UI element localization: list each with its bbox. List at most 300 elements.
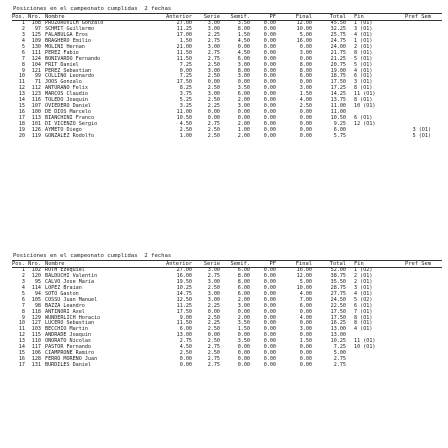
cell-total: 5.00 (333, 350, 346, 357)
cell-anterior: 1.00 (179, 132, 192, 139)
cell-total: 21.25 (330, 55, 346, 62)
cell-nro: 102 (31, 267, 41, 273)
col-fin: Fin (354, 14, 364, 20)
cell-fin: 1 (O2) (354, 267, 373, 273)
cell-anterior: 2.75 (179, 338, 192, 345)
cell-final: 0.00 (299, 126, 312, 133)
cell-total: 18.75 (330, 73, 346, 80)
cell-serie: 2.75 (207, 272, 220, 279)
cell-serie: 2.50 (207, 326, 220, 333)
cell-final: 3.00 (299, 85, 312, 92)
cell-total: 32.25 (330, 25, 346, 32)
cell-nro: 120 (31, 272, 41, 279)
cell-fin: 7 (O1) (354, 308, 373, 315)
cell-pf: 0.00 (263, 296, 276, 303)
cell-serie: 2.50 (207, 85, 220, 92)
cell-final: 1.50 (299, 91, 312, 98)
cell-pf: 0.00 (263, 278, 276, 285)
cell-serie: 2.50 (207, 97, 220, 104)
cell-final: 7.00 (299, 296, 312, 303)
cell-nombre: FERRO MORENO Juan (45, 356, 98, 363)
cell-final: 0.00 (299, 308, 312, 315)
cell-total: 24.00 (330, 43, 346, 50)
cell-final: 0.00 (299, 120, 312, 127)
cell-total: 24.50 (330, 296, 346, 303)
cell-fin: 4 (O1) (354, 326, 373, 333)
cell-final: 4.00 (299, 97, 312, 104)
cell-final: 0.00 (299, 332, 312, 339)
cell-semif: 3.50 (237, 20, 250, 26)
cell-serie: 2.75 (207, 37, 220, 44)
cell-final: 5.00 (299, 278, 312, 285)
cell-pf: 0.00 (263, 91, 276, 98)
cell-semif: 3.50 (237, 85, 250, 92)
cell-total: 45.50 (330, 20, 346, 26)
cell-nombre: MARCOS Claudio (45, 91, 88, 98)
cell-pos: 5 (21, 43, 25, 50)
cell-anterior: 4.50 (179, 344, 192, 351)
cell-final: 4.00 (299, 314, 312, 321)
cell-pos: 10 (18, 73, 25, 80)
col-pref-sem: Pref Sem (405, 14, 431, 20)
cell-total: 21.75 (330, 49, 346, 56)
cell-pf: 0.00 (263, 79, 276, 86)
cell-semif: 3.50 (237, 320, 250, 327)
cell-nombre: AYMETO Diego (45, 126, 82, 133)
cell-pos: 3 (21, 31, 25, 38)
cell-anterior: 17.50 (176, 79, 192, 86)
cell-pos: 19 (18, 126, 25, 133)
section-title: Posiciones en el campeonato cumplidas 2 fechas (13, 6, 172, 12)
cell-serie: 2.75 (207, 120, 220, 127)
cell-pos: 2 (21, 272, 25, 279)
cell-semif: 1.50 (237, 326, 250, 333)
cell-pos: 4 (21, 284, 25, 291)
cell-nombre: LUCERO Sebastian (45, 320, 95, 327)
cell-pos: 14 (18, 344, 25, 351)
cell-serie: 3.00 (207, 267, 220, 273)
cell-anterior: 0.00 (179, 356, 192, 363)
cell-pf: 0.00 (263, 314, 276, 321)
cell-pos: 16 (18, 109, 25, 116)
cell-fin: 6 (O1) (354, 302, 373, 309)
cell-nro: 109 (31, 37, 41, 44)
cell-pf: 0.00 (263, 115, 276, 121)
col-anterior: Anterior (166, 261, 192, 267)
cell-nro: 71 (34, 79, 41, 86)
cell-final: 1.50 (299, 338, 312, 345)
cell-final: 16.00 (296, 267, 312, 273)
cell-fin: 4 (O1) (354, 31, 373, 38)
cell-anterior: 2.50 (179, 126, 192, 133)
cell-serie: 0.00 (207, 109, 220, 116)
cell-nro: 130 (31, 43, 41, 50)
cell-anterior: 7.25 (179, 61, 192, 68)
cell-anterior: 11.50 (176, 55, 192, 62)
cell-semif: 3.00 (237, 73, 250, 80)
cell-final: 6.00 (299, 302, 312, 309)
col-final: Final (295, 14, 312, 20)
cell-fin: 8 (O1) (354, 97, 373, 104)
cell-pos: 6 (21, 49, 25, 56)
cell-semif: 2.00 (237, 120, 250, 127)
cell-pf: 0.00 (263, 37, 276, 44)
cell-semif: 0.00 (237, 43, 250, 50)
cell-nro: 112 (31, 85, 41, 92)
cell-semif: 1.00 (237, 126, 250, 133)
cell-nro: 114 (31, 284, 41, 291)
cell-pos: 12 (18, 332, 25, 339)
col-semif: Semif. (230, 261, 250, 267)
cell-anterior: 0.00 (179, 67, 192, 74)
cell-semif: 0.00 (237, 344, 250, 351)
cell-fin: 12 (O1) (354, 120, 376, 127)
cell-anterior: 11.50 (176, 49, 192, 56)
cell-final: 8.00 (299, 61, 312, 68)
cell-total: 11.00 (330, 103, 346, 110)
cell-semif: 0.00 (237, 350, 250, 357)
cell-pos: 11 (18, 326, 25, 333)
cell-fin: 8 (O1) (354, 85, 373, 92)
cell-total: 7.25 (333, 344, 346, 351)
cell-pf: 0.00 (263, 67, 276, 74)
cell-final: 0.00 (299, 356, 312, 363)
cell-fin: 10 (O1) (354, 344, 376, 351)
cell-pf: 0.00 (263, 31, 276, 38)
section-title: Posiciones en el campeonato cumplidas 2 fechas (13, 253, 172, 259)
cell-total: 28.75 (330, 284, 346, 291)
cell-semif: 8.00 (237, 67, 250, 74)
cell-semif: 1.50 (237, 31, 250, 38)
cell-nombre: ANDRADE Joaquin (45, 332, 92, 339)
col-pos: Pos. (12, 261, 25, 267)
col-pf: PF (269, 261, 276, 267)
cell-nombre: ONORATO Nicolas (45, 338, 92, 345)
col-serie: Serie (203, 261, 220, 267)
cell-total: 17.25 (330, 85, 346, 92)
cell-total: 10.25 (330, 338, 346, 345)
cell-nombre: BALDUCHI Valentin (45, 272, 98, 279)
cell-final: 8.00 (299, 67, 312, 74)
table-row (0, 134, 448, 140)
cell-serie: 2.75 (207, 49, 220, 56)
cell-pf: 0.00 (263, 55, 276, 62)
cell-semif: 6.00 (237, 284, 250, 291)
cell-nombre: PEREZ Sebastian (45, 67, 92, 74)
cell-pos: 5 (21, 290, 25, 297)
cell-semif: 8.00 (237, 25, 250, 32)
cell-nro: 113 (31, 115, 41, 121)
col-pf: PF (269, 14, 276, 20)
cell-pf: 0.00 (263, 120, 276, 127)
cell-anterior: 8.25 (179, 85, 192, 92)
cell-semif: 6.00 (237, 290, 250, 297)
cell-semif: 0.00 (237, 109, 250, 116)
cell-anterior: 17.00 (176, 31, 192, 38)
cell-pos: 6 (21, 296, 25, 303)
cell-final: 2.50 (299, 103, 312, 110)
cell-semif: 8.00 (237, 278, 250, 285)
col-total: Total (329, 261, 346, 267)
cell-serie: 3.00 (207, 278, 220, 285)
cell-anterior: 16.00 (176, 272, 192, 279)
cell-pf: 0.00 (263, 49, 276, 56)
cell-pf: 0.00 (263, 290, 276, 297)
cell-nombre: SOTO Gaston (45, 290, 79, 297)
standings-rows (0, 268, 448, 369)
cell-anterior: 0.00 (179, 362, 192, 368)
cell-nombre: TOLEDO Joaquin (45, 97, 88, 104)
cell-nombre: BONIVARDO Fernando (45, 55, 101, 62)
cell-nro: 129 (31, 314, 41, 321)
cell-pref-sem: 5 (O1) (412, 132, 431, 139)
cell-fin: 5 (O1) (354, 61, 373, 68)
cell-final: 3.00 (299, 49, 312, 56)
cell-anterior: 11.25 (176, 302, 192, 309)
cell-nombre: SCHMIT Guillermo (45, 25, 95, 32)
cell-serie: 3.00 (207, 43, 220, 50)
cell-anterior: 11.50 (176, 320, 192, 327)
cell-nombre: ANTURANO Felix (45, 85, 88, 92)
cell-fin: 11 (O1) (354, 338, 376, 345)
cell-anterior: 5.25 (179, 97, 192, 104)
cell-fin: 2 (O1) (354, 272, 373, 279)
cell-semif: 6.00 (237, 55, 250, 62)
cell-serie: 2.50 (207, 314, 220, 321)
cell-final: 0.00 (299, 344, 312, 351)
cell-serie: 2.50 (207, 284, 220, 291)
cell-fin: 2 (O1) (354, 43, 373, 50)
cell-final: 0.00 (299, 55, 312, 62)
cell-serie: 3.00 (207, 91, 220, 98)
cell-semif: 2.00 (237, 314, 250, 321)
cell-serie: 2.25 (207, 302, 220, 309)
cell-pf: 0.00 (263, 25, 276, 32)
cell-pf: 0.00 (263, 284, 276, 291)
cell-total: 13.00 (330, 326, 346, 333)
cell-semif: 0.00 (237, 115, 250, 121)
cell-total: 19.00 (330, 67, 346, 74)
cell-pf: 0.00 (263, 85, 276, 92)
cell-pos: 12 (18, 85, 25, 92)
cell-semif: 2.00 (237, 296, 250, 303)
cell-serie: 3.00 (207, 20, 220, 26)
cell-fin: 11 (O1) (354, 91, 376, 98)
cell-total: 27.75 (330, 290, 346, 297)
cell-semif: 3.50 (237, 338, 250, 345)
cell-fin: 1 (O1) (354, 20, 373, 26)
cell-pf: 0.00 (263, 43, 276, 50)
cell-anterior: 6.00 (179, 326, 192, 333)
cell-pos: 18 (18, 120, 25, 127)
cell-pos: 9 (21, 314, 25, 321)
cell-fin: 4 (O1) (354, 290, 373, 297)
cell-nro: 123 (31, 91, 41, 98)
cell-nombre: DE DIOS Marcelo (45, 109, 92, 116)
cell-nombre: ROTH Ezequiel (45, 267, 85, 273)
cell-pf: 0.00 (263, 103, 276, 110)
cell-semif: 3.00 (237, 103, 250, 110)
cell-pf: 0.00 (263, 302, 276, 309)
cell-final: 0.00 (299, 350, 312, 357)
cell-fin: 1 (O1) (354, 37, 373, 44)
cell-final: 0.00 (299, 109, 312, 116)
cell-fin: 10 (O1) (354, 103, 376, 110)
cell-semif: 0.00 (237, 79, 250, 86)
cell-serie: 3.00 (207, 25, 220, 32)
cell-nro: 115 (31, 332, 41, 339)
cell-pf: 0.00 (263, 73, 276, 80)
cell-total: 14.25 (330, 91, 346, 98)
cell-nombre: FRIT Daniel (45, 61, 79, 68)
cell-nombre: PROZOROVICH Gonzalo (45, 20, 104, 26)
cell-nro: 108 (31, 20, 41, 26)
cell-nombre: MOLINI Hernan (45, 43, 85, 50)
cell-final: 12.00 (296, 272, 312, 279)
cell-pf: 0.00 (263, 338, 276, 345)
cell-total: 17.50 (330, 308, 346, 315)
col-nombre: Nombre (45, 14, 65, 20)
cell-final: 10.00 (296, 25, 312, 32)
cell-fin: 8 (O1) (354, 49, 373, 56)
cell-total: 35.50 (330, 278, 346, 285)
cell-nombre: PEREZ Fabio (45, 49, 79, 56)
cell-nombre: FALABULGA Eros (45, 31, 88, 38)
cell-anterior: 11.25 (176, 25, 192, 32)
cell-nombre: ANTINORI Axel (45, 308, 85, 315)
cell-serie: 2.75 (207, 362, 220, 368)
cell-anterior: 1.50 (179, 37, 192, 44)
cell-nro: 103 (31, 326, 41, 333)
cell-nombre: OVIEDERO Daniel (45, 103, 92, 110)
cell-serie: 3.00 (207, 67, 220, 74)
cell-semif: 4.50 (237, 37, 250, 44)
cell-nro: 127 (31, 320, 41, 327)
cell-nro: 106 (31, 350, 41, 357)
cell-nombre: PASTOR Fernando (45, 344, 92, 351)
cell-nombre: CIAMPRONE Ramiro (45, 350, 95, 357)
cell-nro: 128 (31, 356, 41, 363)
cell-anterior: 27.00 (176, 267, 192, 273)
cell-anterior: 13.00 (176, 332, 192, 339)
cell-final: 5.00 (299, 31, 312, 38)
cell-final: 3.00 (299, 326, 312, 333)
cell-total: 2.75 (333, 362, 346, 368)
cell-final: 6.00 (299, 73, 312, 80)
cell-nro: 107 (31, 103, 41, 110)
cell-total: 17.50 (330, 314, 346, 321)
cell-total: 22.50 (330, 302, 346, 309)
cell-pos: 8 (21, 61, 25, 68)
cell-pf: 0.00 (263, 272, 276, 279)
cell-pf: 0.00 (263, 132, 276, 139)
cell-pos: 3 (21, 278, 25, 285)
cell-serie: 2.50 (207, 132, 220, 139)
cell-pf: 0.00 (263, 126, 276, 133)
cell-pos: 20 (18, 132, 25, 139)
cell-serie: 3.00 (207, 296, 220, 303)
cell-total: 10.50 (330, 115, 346, 121)
cell-nombre: CALVO Jose Maria (45, 278, 95, 285)
cell-total: 16.25 (330, 320, 346, 327)
cell-nombre: LOPEZ Braian (45, 284, 82, 291)
cell-nro: 97 (34, 25, 41, 32)
cell-total: 25.75 (330, 31, 346, 38)
cell-final: 0.00 (299, 115, 312, 121)
cell-nombre: WUNDERLICH Horacio (45, 314, 101, 321)
cell-semif: 0.00 (237, 308, 250, 315)
cell-serie: 2.25 (207, 320, 220, 327)
cell-final: 4.00 (299, 290, 312, 297)
cell-nombre: GONZALEZ Rodolfo (45, 132, 95, 139)
cell-total: 5.75 (333, 132, 346, 139)
cell-fin: 6 (O1) (354, 115, 373, 121)
cell-nro: 95 (34, 278, 41, 285)
cell-semif: 6.00 (237, 267, 250, 273)
cell-pos: 15 (18, 103, 25, 110)
cell-fin: 3 (O1) (354, 79, 373, 86)
cell-serie: 2.50 (207, 350, 220, 357)
cell-fin: 3 (O1) (354, 25, 373, 32)
cell-pos: 14 (18, 97, 25, 104)
cell-anterior: 3.25 (179, 103, 192, 110)
cell-anterior: 2.50 (179, 350, 192, 357)
cell-total: 38.75 (330, 272, 346, 279)
cell-nro: 121 (31, 67, 41, 74)
cell-anterior: 11.00 (176, 109, 192, 116)
cell-pos: 8 (21, 308, 25, 315)
cell-pf: 0.00 (263, 344, 276, 351)
cell-nro: 126 (31, 126, 41, 133)
cell-anterior: 9.00 (179, 314, 192, 321)
cell-semif: 3.00 (237, 302, 250, 309)
cell-nro: 124 (31, 55, 41, 62)
cell-serie: 0.00 (207, 332, 220, 339)
cell-pos: 17 (18, 115, 25, 121)
cell-anterior: 14.75 (176, 290, 192, 297)
cell-pos: 7 (21, 55, 25, 62)
cell-total: 20.75 (330, 61, 346, 68)
cell-total: 13.00 (330, 332, 346, 339)
cell-nombre: BAZZA Leandro (45, 302, 85, 309)
col-nombre: Nombre (45, 261, 65, 267)
cell-serie: 2.25 (207, 103, 220, 110)
cell-serie: 2.75 (207, 344, 220, 351)
cell-fin: 4 (O1) (354, 67, 373, 74)
cell-fin: 8 (O1) (354, 320, 373, 327)
standings-section-b (0, 253, 448, 369)
cell-pos: 9 (21, 67, 25, 74)
cell-total: 17.50 (330, 79, 346, 86)
cell-pos: 11 (18, 79, 25, 86)
cell-nro: 111 (31, 49, 41, 56)
cell-fin: 6 (O1) (354, 73, 373, 80)
table-row (0, 363, 448, 369)
standings-rows (0, 21, 448, 140)
cell-pf: 0.00 (263, 61, 276, 68)
cell-pos: 13 (18, 91, 25, 98)
cell-nro: 110 (31, 338, 41, 345)
cell-nombre: DI VICENZO Sergio (45, 120, 98, 127)
cell-nro: 116 (31, 97, 41, 104)
cell-semif: 0.00 (237, 362, 250, 368)
cell-serie: 0.00 (207, 308, 220, 315)
col-semif: Semif. (230, 14, 250, 20)
cell-anterior: 19.50 (176, 278, 192, 285)
cell-semif: 2.00 (237, 132, 250, 139)
cell-pf: 0.00 (263, 350, 276, 357)
col-pref-sem: Pref Sem (405, 261, 431, 267)
